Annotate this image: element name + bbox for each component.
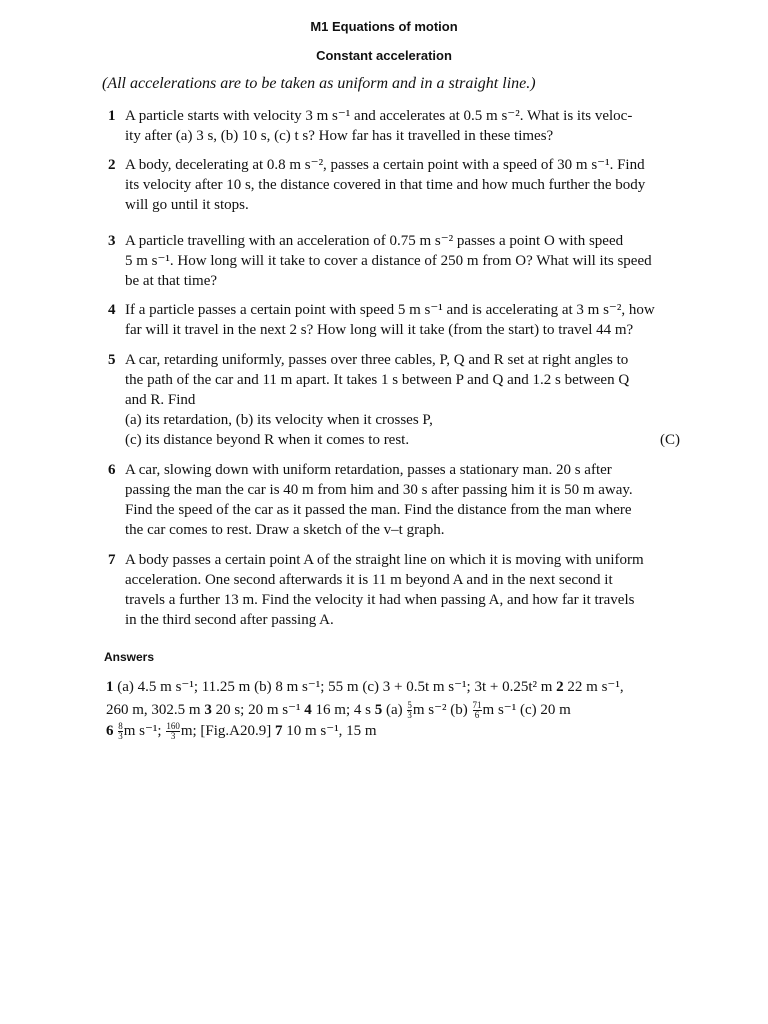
intro-note: (All accelerations are to be taken as uniform and in a straight line.): [102, 75, 536, 92]
page-subtitle: Constant acceleration: [316, 48, 452, 63]
answers-line-1: [106, 677, 706, 697]
answer-number: 2: [556, 679, 564, 695]
answer-text: 16 m; 4 s: [311, 702, 375, 718]
question-text-line: passing the man the car is 40 m from him and 30 s after passing him it is 50 m away.: [125, 482, 633, 498]
question-subpart: [108, 430, 680, 450]
question-text-line: the car comes to rest. Draw a sketch of the v–t graph.: [125, 522, 445, 538]
fraction: [118, 722, 123, 741]
question-number: 1: [108, 108, 116, 124]
fraction: [166, 722, 180, 741]
question-number: 2: [108, 157, 116, 173]
fraction-numerator: 71: [472, 700, 482, 711]
answer-text: [114, 723, 118, 739]
answers-line-2: [106, 700, 706, 720]
question-text-line: its velocity after 10 s, the distance covered in that time and how much further the body: [125, 177, 646, 193]
question-number: 4: [108, 302, 116, 318]
answer-text: m s⁻¹ (c) 20 m: [482, 702, 571, 718]
answer-text: 22 m s⁻¹,: [563, 679, 624, 695]
answer-text: m s⁻¹;: [123, 723, 166, 739]
question-2: [108, 155, 680, 215]
question-number: 3: [108, 233, 116, 249]
question-number: 7: [108, 552, 116, 568]
question-subpart-text: (c) its distance beyond R when it comes to rest.: [125, 432, 410, 448]
answer-number: 1: [106, 679, 114, 695]
question-text-line: A car, slowing down with uniform retardation, passes a stationary man. 20 s after: [125, 462, 612, 478]
answer-text: (a) 4.5 m s⁻¹; 11.25 m (b) 8 m s⁻¹; 55 m (c) 3 + 0.5t m s⁻¹; 3t + 0.25t² m: [113, 679, 557, 695]
question-text-line: be at that time?: [125, 273, 218, 289]
question-text-line: A body, decelerating at 0.8 m s⁻², passes a certain point with a speed of 30 m s⁻¹. Find: [125, 157, 645, 173]
question-text-line: Find the speed of the car as it passed the man. Find the distance from the man where: [125, 502, 632, 518]
question-text-line: and R. Find: [125, 392, 196, 408]
question-text-line: will go until it stops.: [125, 197, 249, 213]
question-6: [108, 460, 680, 540]
question-3: [108, 231, 680, 291]
question-text-line: If a particle passes a certain point with speed 5 m s⁻¹ and is accelerating at 3 m s⁻², how: [125, 302, 655, 318]
answer-number: 3: [204, 702, 212, 718]
question-text-line: A car, retarding uniformly, passes over three cables, P, Q and R set at right angles to: [125, 352, 629, 368]
question-text-line: in the third second after passing A.: [125, 612, 334, 628]
answer-text: m; [Fig.A20.9]: [180, 723, 276, 739]
page-title: M1 Equations of motion: [310, 19, 458, 34]
answer-text: m s⁻² (b): [412, 702, 472, 718]
answer-number: 7: [275, 723, 283, 739]
source-tag: (C): [660, 432, 680, 448]
question-text-line: 5 m s⁻¹. How long will it take to cover a distance of 250 m from O? What will its speed: [125, 253, 652, 269]
fraction-denominator: 6: [474, 710, 480, 721]
answer-text: 260 m, 302.5 m: [106, 702, 205, 718]
answer-number: 5: [374, 702, 383, 718]
answer-number: 6: [106, 723, 114, 739]
question-4: [108, 300, 680, 340]
answers-heading: Answers: [104, 650, 155, 664]
question-number: 5: [108, 352, 116, 368]
question-text-line: acceleration. One second afterwards it is 11 m beyond A and in the next second it: [125, 572, 613, 588]
answers-line-3: [106, 721, 706, 741]
question-1: [108, 106, 680, 146]
fraction-denominator: 3: [118, 731, 123, 742]
question-subpart: (a) its retardation, (b) its velocity when it crosses P,: [125, 412, 433, 428]
question-text-line: far will it travel in the next 2 s? How long will it take (from the start) to travel 44 m?: [125, 322, 634, 338]
fraction-numerator: 160: [166, 721, 180, 732]
question-text-line: ity after (a) 3 s, (b) 10 s, (c) t s? How far has it travelled in these times?: [125, 128, 554, 144]
answer-number: 4: [304, 702, 312, 718]
question-text-line: A particle travelling with an acceleration of 0.75 m s⁻² passes a point O with speed: [125, 233, 624, 249]
question-text-line: the path of the car and 11 m apart. It takes 1 s between P and Q and 1.2 s between Q: [125, 372, 630, 388]
fraction: [473, 701, 482, 720]
question-text-line: A particle starts with velocity 3 m s⁻¹ and accelerates at 0.5 m s⁻². What is its veloc-: [125, 108, 633, 124]
fraction-denominator: 3: [407, 710, 412, 721]
fraction-numerator: 8: [118, 721, 123, 732]
answer-text: 20 s; 20 m s⁻¹: [211, 702, 305, 718]
question-text-line: travels a further 13 m. Find the velocity it had when passing A, and how far it travels: [125, 592, 635, 608]
question-5: [108, 350, 680, 450]
question-7: [108, 550, 680, 630]
answer-text: 10 m s⁻¹, 15 m: [282, 723, 377, 739]
answer-text: (a): [382, 702, 407, 718]
fraction-denominator: 3: [170, 731, 176, 742]
fraction-numerator: 5: [407, 700, 412, 711]
question-text-line: A body passes a certain point A of the straight line on which it is moving with uniform: [125, 552, 644, 568]
question-number: 6: [108, 462, 116, 478]
fraction: [407, 701, 412, 720]
